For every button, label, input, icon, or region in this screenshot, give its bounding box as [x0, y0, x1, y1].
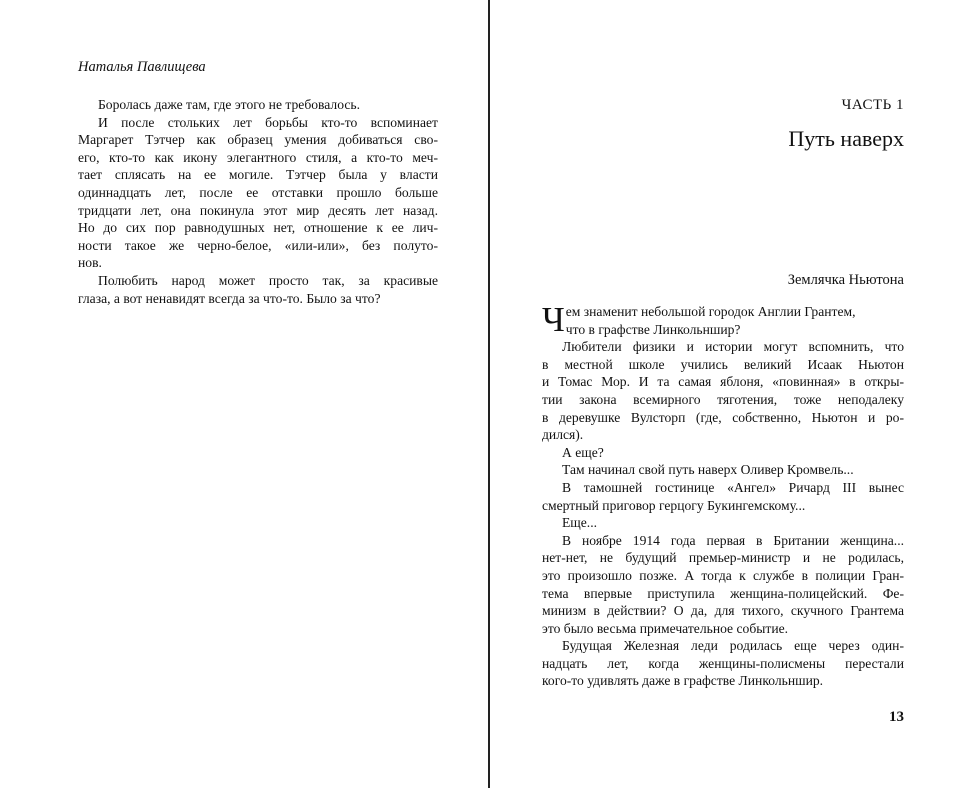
text-line: кого-то удивлять даже в графстве Линкольншир. — [542, 673, 824, 689]
text-line: В тамошней гостинице «Ангел» Ричард III вынес — [562, 479, 904, 495]
text-line: ности такое же черно-белое, «или-или», без полуто- — [78, 237, 438, 253]
text-line: в местной школе учились великий Исаак Ньютон — [542, 356, 904, 372]
text-line: надцать лет, когда женщины-полисмены перестали — [542, 655, 904, 671]
text-line: тридцати лет, она покинула этот мир десять лет назад. — [78, 202, 438, 218]
book-spine — [488, 0, 490, 788]
text-line: минизм в действии? О да, для тихого, скучного Грантема — [542, 603, 904, 619]
text-line: Там начинал свой путь наверх Оливер Кромвель... — [562, 462, 854, 478]
text-line: И после стольких лет борьбы кто-то вспоминает — [98, 114, 438, 130]
text-line: и Томас Мор. И та самая яблоня, «повинная» в откры- — [542, 374, 904, 390]
part-title: Путь наверх — [788, 126, 904, 151]
text-line: что в графстве Линкольншир? — [565, 321, 741, 337]
text-line: Боролась даже там, где этого не требовалось. — [98, 97, 360, 112]
text-line: тает сплясать на ее могиле. Тэтчер была у власти — [78, 167, 438, 183]
running-head: Наталья Павлищева — [78, 59, 206, 75]
text-line: тема впервые приступила женщина-полицейский. Фе- — [542, 585, 904, 601]
text-line: его, кто-то как икону элегантного стиля, а кто-то меч- — [78, 149, 438, 165]
text-line: в деревушке Вулсторп (где, собственно, Ньютон и ро- — [542, 409, 904, 425]
text-line: дился). — [542, 427, 584, 443]
text-line: В ноябре 1914 года первая в Британии женщина... — [562, 532, 904, 548]
text-line: глаза, а вот ненавидят всегда за что-то. Было за что? — [78, 290, 381, 306]
text-line: нет-нет, не будущий премьер-министр и не родилась, — [542, 550, 904, 566]
text-line: Любители физики и истории могут вспомнить, что — [562, 339, 904, 355]
text-line: смертный приговор герцогу Букингемскому... — [542, 497, 806, 513]
text-line: нов. — [78, 255, 102, 271]
section-title: Землячка Ньютона — [787, 272, 904, 288]
text-line: Еще... — [562, 515, 597, 531]
text-line: Но до сих пор равнодушных нет, отношение к ее лич- — [78, 220, 438, 236]
text-line: Маргарет Тэтчер как образец умения добиваться сво- — [78, 132, 438, 148]
left-page-text — [78, 96, 438, 307]
page-number: 13 — [889, 709, 904, 725]
text-line: Полюбить народ может просто так, за красивые — [98, 272, 438, 288]
text-line: ем знаменит небольшой городок Англии Грантем, — [565, 304, 856, 319]
right-page-text — [542, 300, 904, 690]
text-line: одиннадцать лет, после ее отставки прошло больше — [78, 184, 438, 200]
text-line: это было весьма примечательное событие. — [542, 620, 789, 636]
text-line: это произошло позже. А тогда к службе в полиции Гран- — [542, 567, 904, 583]
part-label: ЧАСТЬ 1 — [841, 97, 904, 113]
text-line: А еще? — [562, 444, 604, 460]
text-line: Будущая Железная леди родилась еще через один- — [562, 638, 904, 654]
drop-cap: Ч — [542, 300, 565, 339]
text-line: тии закона всемирного тяготения, тоже неподалеку — [542, 391, 904, 407]
